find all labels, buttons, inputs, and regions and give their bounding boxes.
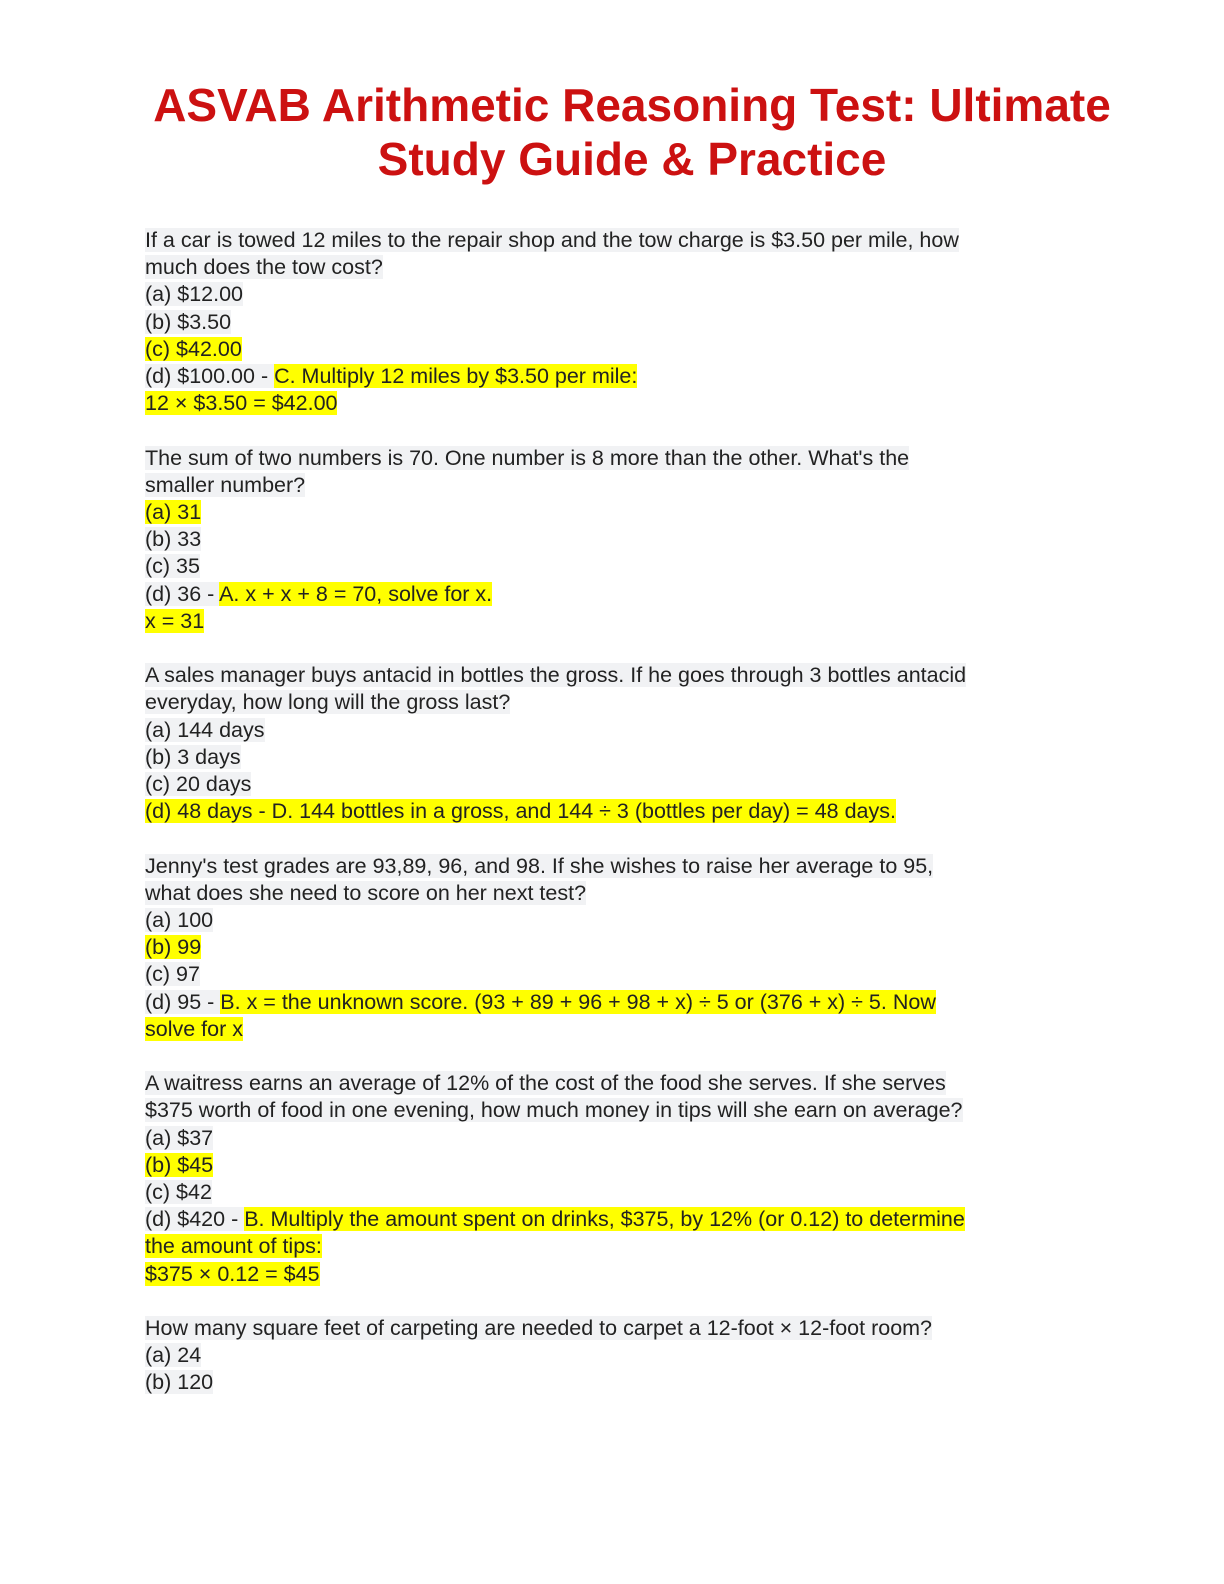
question-prompt-line: How many square feet of carpeting are needed to carpet a 12-foot × 12-foot room? — [145, 1316, 933, 1341]
answer-explanation-line: the amount of tips: — [145, 1234, 322, 1259]
option-a: (a) 24 — [145, 1343, 202, 1368]
question-5 — [145, 1070, 1065, 1288]
question-prompt-line: A sales manager buys antacid in bottles the gross. If he goes through 3 bottles antacid — [145, 663, 967, 688]
option-c: (c) 97 — [145, 962, 200, 987]
answer-explanation-line: x = 31 — [145, 608, 205, 633]
option-c-correct: (c) $42.00 — [145, 336, 242, 361]
option-d-correct: (d) 48 days - D. 144 bottles in a gross, and 144 ÷ 3 (bottles per day) = 48 days. — [145, 799, 896, 824]
question-prompt-line: The sum of two numbers is 70. One number is 8 more than the other. What's the — [145, 445, 910, 470]
answer-explanation: D. 144 bottles in a gross, and 144 ÷ 3 (bottles per day) = 48 days. — [271, 799, 896, 824]
question-2 — [145, 445, 1065, 635]
question-3 — [145, 662, 1065, 825]
option-d: (d) 95 - B. x = the unknown score. (93 + 89 + 96 + 98 + x) ÷ 5 or (376 + x) ÷ 5. Now — [145, 989, 936, 1014]
option-b-correct: (b) 99 — [145, 935, 202, 960]
question-4 — [145, 853, 1065, 1043]
option-b: (b) 3 days — [145, 744, 241, 769]
answer-separator: - — [201, 989, 221, 1014]
option-d: (d) 36 - A. x + x + 8 = 70, solve for x. — [145, 581, 493, 606]
option-a-correct: (a) 31 — [145, 500, 202, 525]
answer-separator: - — [252, 799, 272, 824]
question-prompt-line: $375 worth of food in one evening, how much money in tips will she earn on average? — [145, 1098, 963, 1123]
option-d: (d) $420 - B. Multiply the amount spent on drinks, $375, by 12% (or 0.12) to determine — [145, 1207, 965, 1232]
option-b: (b) 33 — [145, 527, 202, 552]
answer-explanation: A. x + x + 8 = 70, solve for x. — [219, 581, 493, 606]
answer-explanation-line: 12 × $3.50 = $42.00 — [145, 391, 338, 416]
option-c: (c) 20 days — [145, 772, 252, 797]
option-c: (c) 35 — [145, 554, 200, 579]
answer-explanation: C. Multiply 12 miles by $3.50 per mile: — [274, 364, 638, 389]
title-line-2: Study Guide & Practice — [377, 133, 887, 185]
question-prompt-line: everyday, how long will the gross last? — [145, 690, 511, 715]
question-6 — [145, 1315, 1065, 1397]
answer-separator: - — [225, 1207, 245, 1232]
answer-explanation-line: solve for x — [145, 1016, 243, 1041]
answer-explanation: B. x = the unknown score. (93 + 89 + 96 + 98 + x) ÷ 5 or (376 + x) ÷ 5. Now — [220, 989, 936, 1014]
question-1 — [145, 227, 1065, 417]
option-a: (a) 144 days — [145, 717, 265, 742]
title-line-1: ASVAB Arithmetic Reasoning Test: Ultimate — [153, 79, 1111, 131]
option-a: (a) $37 — [145, 1125, 214, 1150]
option-b: (b) 120 — [145, 1370, 214, 1395]
answer-separator: - — [254, 364, 275, 389]
answer-explanation: B. Multiply the amount spent on drinks, $375, by 12% (or 0.12) to determine — [244, 1207, 965, 1232]
answer-separator: - — [201, 581, 220, 606]
option-d: (d) $100.00 - C. Multiply 12 miles by $3.50 per mile: — [145, 364, 638, 389]
question-prompt-line: A waitress earns an average of 12% of the cost of the food she serves. If she serves — [145, 1071, 946, 1096]
page-title — [120, 78, 1144, 186]
question-prompt-line: much does the tow cost? — [145, 255, 383, 280]
question-prompt-line: If a car is towed 12 miles to the repair shop and the tow charge is $3.50 per mile, how — [145, 228, 959, 252]
question-prompt-line: Jenny's test grades are 93,89, 96, and 98. If she wishes to raise her average to 95, — [145, 853, 934, 878]
question-prompt-line: smaller number? — [145, 472, 306, 497]
answer-explanation-line: $375 × 0.12 = $45 — [145, 1261, 320, 1286]
option-a: (a) $12.00 — [145, 282, 244, 307]
option-c: (c) $42 — [145, 1180, 212, 1205]
question-prompt-line: what does she need to score on her next test? — [145, 880, 587, 905]
option-b-correct: (b) $45 — [145, 1152, 214, 1177]
option-a: (a) 100 — [145, 908, 214, 933]
option-b: (b) $3.50 — [145, 309, 232, 334]
question-list — [145, 227, 1065, 1424]
